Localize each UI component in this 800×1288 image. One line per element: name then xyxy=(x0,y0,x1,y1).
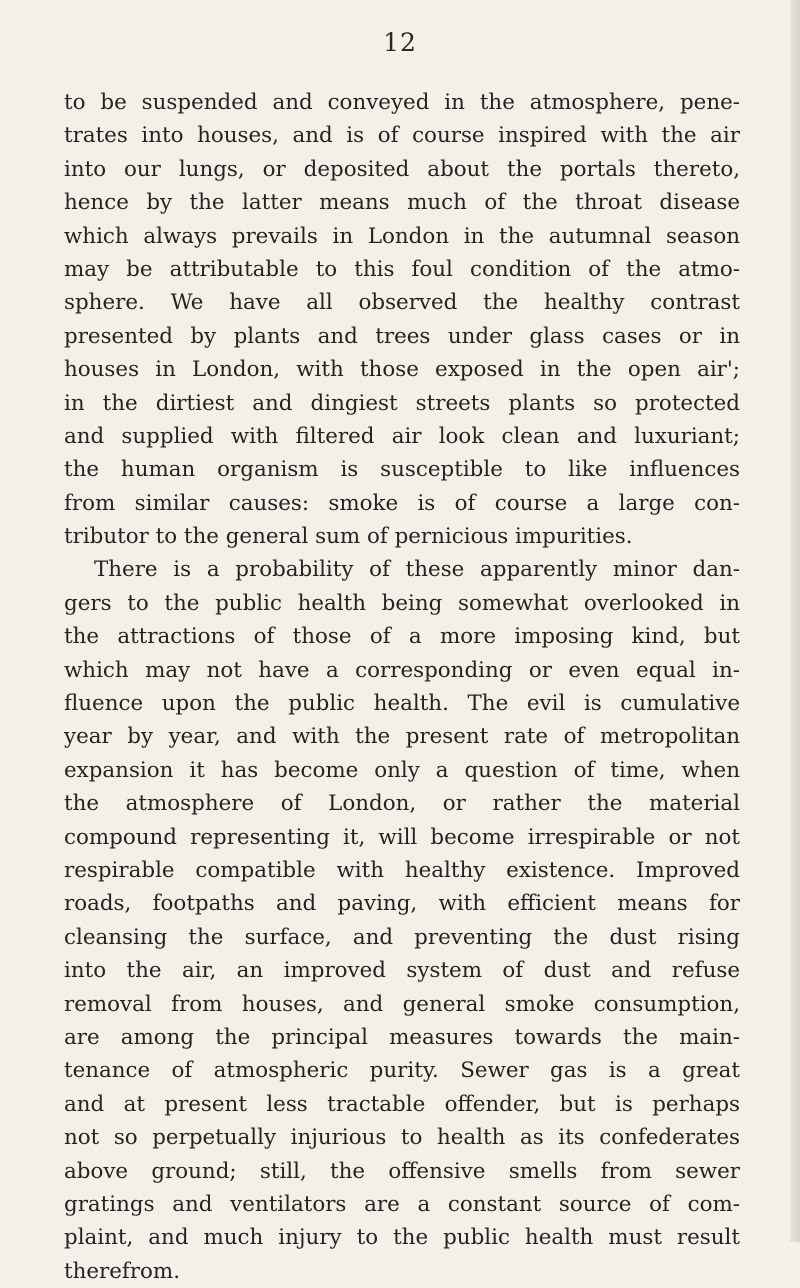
paragraph-2 xyxy=(64,553,740,1288)
text-line: which always prevails in London in the autumnal season xyxy=(64,223,740,249)
text-line: fluence upon the public health. The evil is cumulative xyxy=(64,691,740,717)
text-line: tenance of atmospheric purity. Sewer gas is a great xyxy=(64,1058,740,1084)
page-edge-shadow xyxy=(790,0,800,1242)
text-line: compound representing it, will become irrespirable or not xyxy=(64,824,740,850)
text-line: into our lungs, or deposited about the portals thereto, xyxy=(64,156,740,182)
text-line: which may not have a corresponding or even equal in- xyxy=(64,657,740,683)
text-line: cleansing the surface, and preventing the dust rising xyxy=(64,924,740,950)
text-line: removal from houses, and general smoke consumption, xyxy=(64,991,740,1017)
text-line: the human organism is susceptible to like influences xyxy=(64,457,740,483)
text-line: to be suspended and conveyed in the atmosphere, pene- xyxy=(64,90,740,115)
text-line: and supplied with filtered air look clean and luxuriant; xyxy=(64,423,740,449)
text-line: roads, footpaths and paving, with efficient means for xyxy=(64,891,740,917)
text-line: therefrom. xyxy=(64,1258,181,1284)
text-line: may be attributable to this foul condition of the atmo- xyxy=(64,256,740,282)
text-line: into the air, an improved system of dust and refuse xyxy=(64,958,740,984)
text-line: and at present less tractable offender, but is perhaps xyxy=(64,1091,740,1117)
text-line: not so perpetually injurious to health as its confederates xyxy=(64,1125,740,1151)
text-line: year by year, and with the present rate of metropolitan xyxy=(64,724,740,750)
text-line: expansion it has become only a question of time, when xyxy=(64,757,740,783)
text-line: houses in London, with those exposed in the open air'; xyxy=(64,357,740,383)
text-line: in the dirtiest and dingiest streets plants so protected xyxy=(64,390,740,416)
text-line: from similar causes: smoke is of course a large con- xyxy=(64,490,740,516)
text-line: plaint, and much injury to the public health must result xyxy=(64,1225,740,1251)
paragraph-1 xyxy=(64,86,740,553)
text-line: sphere. We have all observed the healthy contrast xyxy=(64,290,740,316)
text-line: respirable compatible with healthy existence. Improved xyxy=(64,857,740,883)
text-line: trates into houses, and is of course inspired with the air xyxy=(64,123,740,149)
text-line: the attractions of those of a more imposing kind, but xyxy=(64,624,740,650)
text-line: tributor to the general sum of pernicious impurities. xyxy=(64,524,633,550)
text-line: gers to the public health being somewhat overlooked in xyxy=(64,590,740,616)
text-line: There is a probability of these apparently minor dan- xyxy=(94,557,740,583)
text-line: presented by plants and trees under glass cases or in xyxy=(64,323,740,349)
body-text xyxy=(64,86,740,1288)
text-line: hence by the latter means much of the throat disease xyxy=(64,190,740,216)
page-number: 12 xyxy=(383,28,417,57)
text-line: are among the principal measures towards the main- xyxy=(64,1024,740,1050)
text-line: above ground; still, the offensive smells from sewer xyxy=(64,1158,740,1184)
text-line: gratings and ventilators are a constant source of com- xyxy=(64,1191,740,1217)
text-line: the atmosphere of London, or rather the material xyxy=(64,791,740,817)
